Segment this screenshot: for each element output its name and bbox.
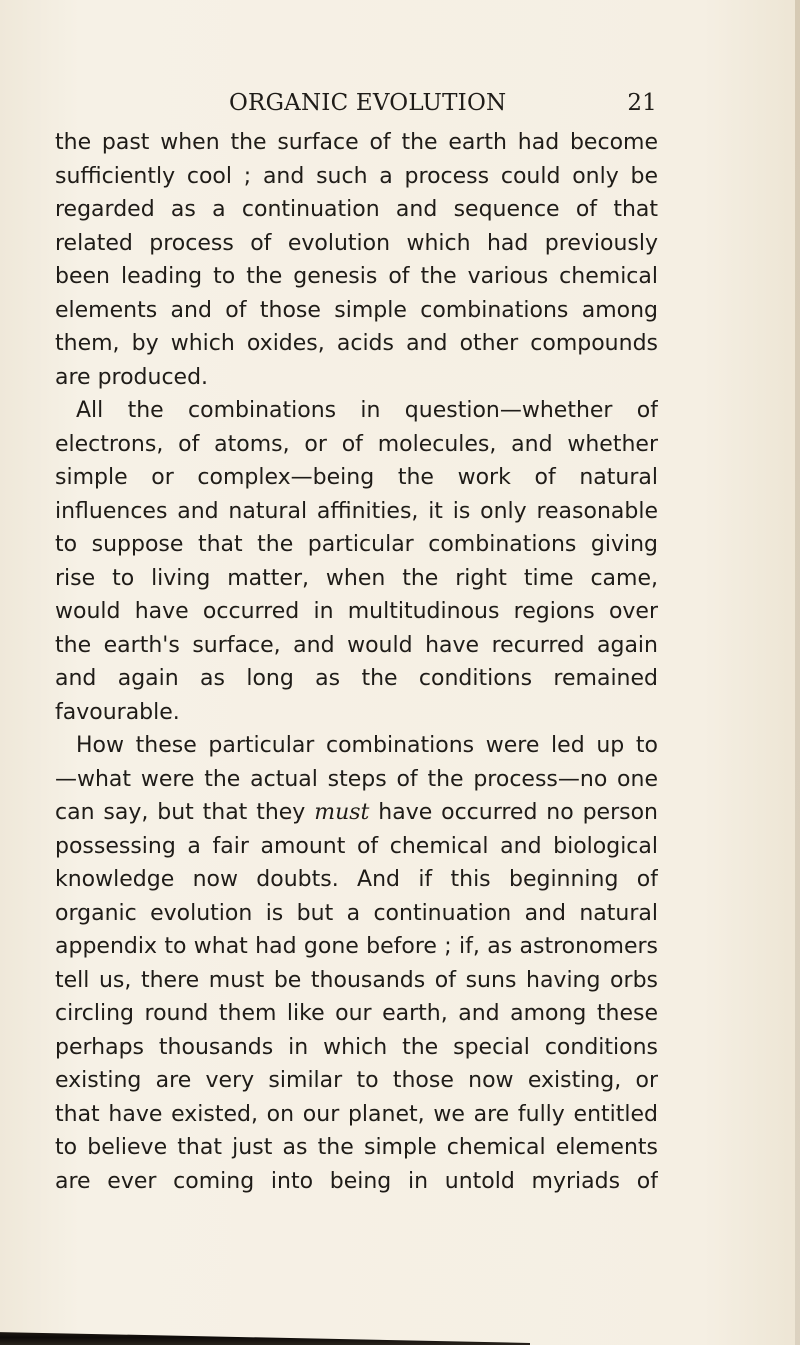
page-number: 21 xyxy=(627,90,657,116)
emphasized-word: must xyxy=(314,800,370,825)
text-line: the past when the surface of the earth had become xyxy=(55,130,658,155)
text-line: sufficiently cool ; and such a process could only be xyxy=(55,163,658,189)
body-text xyxy=(55,126,658,1198)
text-line: electrons, of atoms, or of molecules, and whether xyxy=(55,431,658,457)
running-head xyxy=(229,90,659,122)
text-line: —what were the actual steps of the process—no one xyxy=(55,766,658,792)
paragraph-start-line: How these particular combinations were led up to xyxy=(76,733,658,758)
text-line: regarded as a continuation and sequence of that xyxy=(55,197,658,222)
text-line: influences and natural affinities, it is only reasonable xyxy=(55,498,658,524)
text-line: and again as long as the conditions remained xyxy=(55,666,658,691)
text-line: perhaps thousands in which the special conditions xyxy=(55,1034,658,1060)
text-line: knowledge now doubts. And if this beginning of xyxy=(55,867,658,892)
text-line: circling round them like our earth, and among these xyxy=(55,1001,658,1026)
text-line: the earth's surface, and would have recurred again xyxy=(55,632,658,658)
text-line: to suppose that the particular combinations giving xyxy=(55,532,658,557)
text-line: elements and of those simple combinations among xyxy=(55,297,658,323)
text-line: are ever coming into being in untold myriads of xyxy=(55,1168,658,1194)
text-line: rise to living matter, when the right time came, xyxy=(55,565,658,591)
text-segment: can say, but that they xyxy=(55,800,306,825)
text-line: them, by which oxides, acids and other compounds xyxy=(55,331,658,356)
text-segment: have occurred no person xyxy=(378,800,658,825)
text-line: appendix to what had gone before ; if, as astronomers xyxy=(55,934,658,959)
text-line: possessing a fair amount of chemical and biological xyxy=(55,833,658,859)
text-line: are produced. xyxy=(55,364,209,390)
text-line: simple or complex—being the work of natural xyxy=(55,465,658,490)
text-line: organic evolution is but a continuation and natural xyxy=(55,900,658,926)
text-line: related process of evolution which had previously xyxy=(55,230,658,256)
scan-bottom-edge xyxy=(0,1328,530,1345)
text-line: would have occurred in multitudinous regions over xyxy=(55,599,658,624)
text-line: that have existed, on our planet, we are fully entitled xyxy=(55,1101,658,1127)
text-line: tell us, there must be thousands of suns having orbs xyxy=(55,967,658,993)
text-line-with-emphasis xyxy=(55,796,658,830)
paragraph-start-line: All the combinations in question—whether of xyxy=(76,398,658,423)
text-line: existing are very similar to those now existing, or xyxy=(55,1068,658,1093)
text-line: favourable. xyxy=(55,699,180,725)
text-line: to believe that just as the simple chemical elements xyxy=(55,1135,658,1160)
running-head-title: ORGANIC EVOLUTION xyxy=(229,90,507,116)
page-edge-shadow xyxy=(795,0,800,1345)
text-line: been leading to the genesis of the various chemical xyxy=(55,264,658,289)
